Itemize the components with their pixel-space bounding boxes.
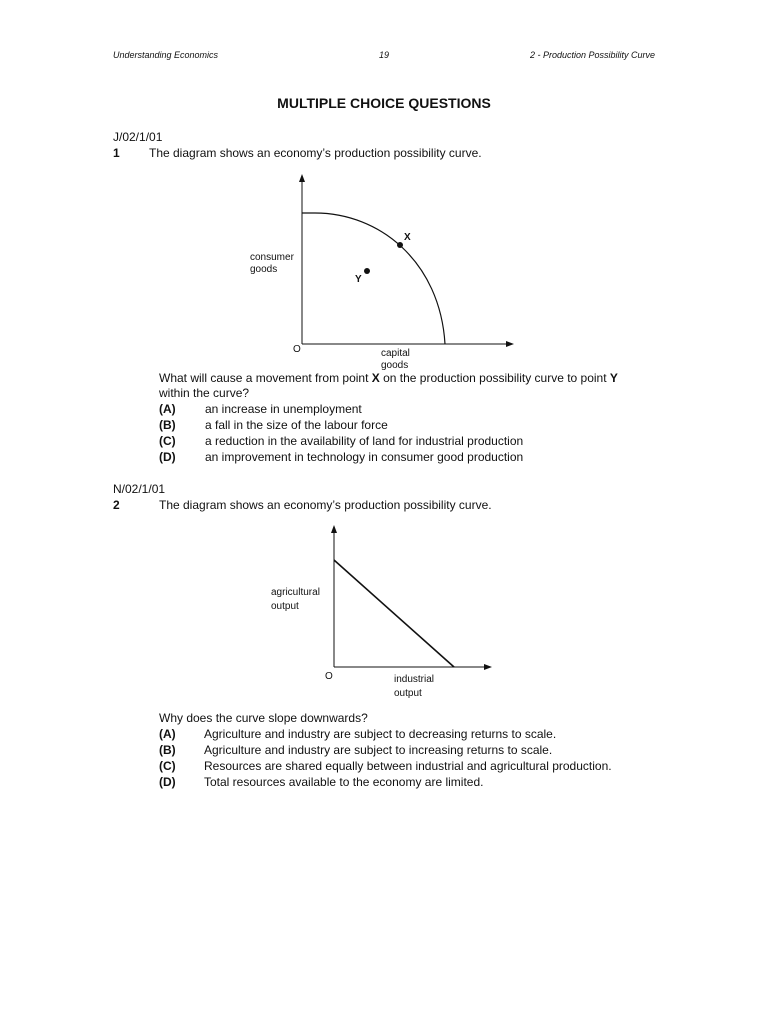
q1-option-c-text: a reduction in the availability of land for industrial production xyxy=(205,434,524,448)
q1-y-axis-arrow-icon xyxy=(299,174,305,182)
header-book-title: Understanding Economics xyxy=(113,50,219,60)
q1-y-label-line2: goods xyxy=(250,264,278,275)
question-1-stem: The diagram shows an economy’s production possibility curve. xyxy=(149,146,482,160)
q1-x-label-line1: capital xyxy=(381,348,410,359)
q1-option-b-letter: (B) xyxy=(159,418,176,432)
q2-x-label-line1: industrial xyxy=(394,674,435,685)
q1-option-b-text: a fall in the size of the labour force xyxy=(205,418,388,432)
q1-prompt-y: Y xyxy=(609,371,618,385)
q1-point-y-marker xyxy=(364,268,370,274)
q2-x-axis-arrow-icon xyxy=(484,664,492,670)
q1-y-label-line1: consumer xyxy=(250,252,294,263)
question-2-number: 2 xyxy=(113,498,120,512)
q2-option-d-letter: (D) xyxy=(159,775,176,789)
question-1-diagram xyxy=(240,172,530,372)
q1-origin-label: O xyxy=(293,344,301,355)
question-1-code: J/02/1/01 xyxy=(113,130,163,144)
header-chapter-title: 2 - Production Possibility Curve xyxy=(530,50,656,60)
q2-y-label-line1: agricultural xyxy=(271,587,320,598)
question-2-code: N/02/1/01 xyxy=(113,482,166,496)
question-2-stem: The diagram shows an economy’s production possibility curve. xyxy=(159,498,492,512)
q2-option-d-text: Total resources available to the economy are limited. xyxy=(204,775,484,789)
q1-x-axis-arrow-icon xyxy=(506,341,514,347)
question-1-prompt xyxy=(159,371,618,385)
q1-prompt-part1: What will cause a movement from point xyxy=(159,371,372,385)
question-1-prompt-line2: within the curve? xyxy=(159,386,250,400)
q1-option-a-letter: (A) xyxy=(159,402,176,416)
question-2-diagram xyxy=(265,522,505,702)
q1-ppc-curve xyxy=(302,213,445,344)
q1-point-y-label: Y xyxy=(355,274,362,285)
q2-x-label-line2: output xyxy=(394,688,422,699)
q1-x-label-line2: goods xyxy=(381,360,409,371)
q1-prompt-x: X xyxy=(371,371,380,385)
question-1-number: 1 xyxy=(113,146,120,160)
q2-option-a-letter: (A) xyxy=(159,727,176,741)
q2-y-axis-arrow-icon xyxy=(331,525,337,533)
q2-option-a-text: Agriculture and industry are subject to decreasing returns to scale. xyxy=(204,727,557,741)
q2-origin-label: O xyxy=(325,671,333,682)
q1-prompt-part2: on the production possibility curve to point xyxy=(379,371,610,385)
q1-option-c-letter: (C) xyxy=(159,434,176,448)
question-2-prompt: Why does the curve slope downwards? xyxy=(159,711,368,725)
q2-option-c-letter: (C) xyxy=(159,759,176,773)
q2-ppc-line xyxy=(334,560,454,667)
q1-option-d-letter: (D) xyxy=(159,450,176,464)
q2-option-c-text: Resources are shared equally between industrial and agricultural production. xyxy=(204,759,612,773)
q1-option-d-text: an improvement in technology in consumer good production xyxy=(205,450,524,464)
q1-point-x-label: X xyxy=(404,232,411,243)
header-page-number: 19 xyxy=(379,50,390,60)
q1-option-a-text: an increase in unemployment xyxy=(205,402,362,416)
q2-option-b-text: Agriculture and industry are subject to increasing returns to scale. xyxy=(204,743,553,757)
q2-option-b-letter: (B) xyxy=(159,743,176,757)
q2-y-label-line2: output xyxy=(271,601,299,612)
q1-point-x-marker xyxy=(397,242,403,248)
page-title: MULTIPLE CHOICE QUESTIONS xyxy=(277,95,491,111)
